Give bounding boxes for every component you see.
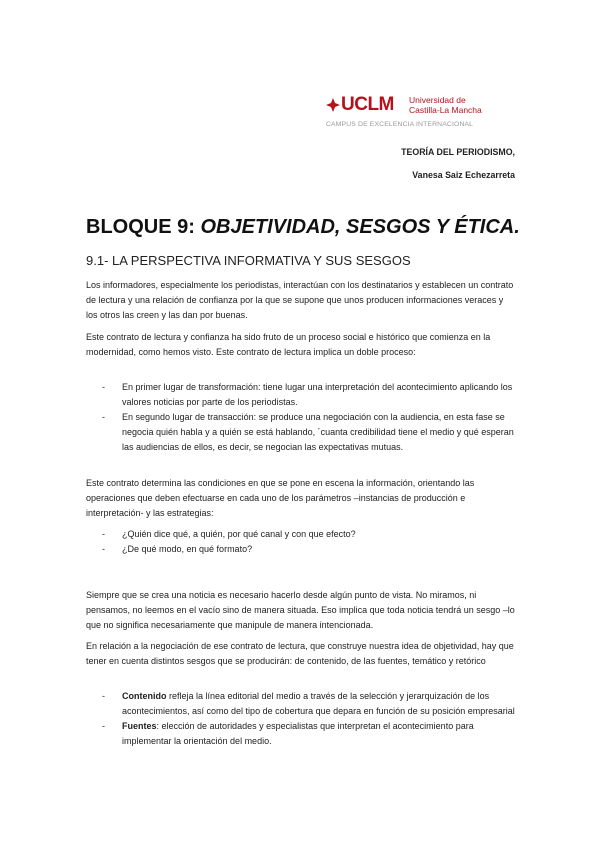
author-name: Vanesa Saiz Echezarreta [412, 170, 515, 180]
paragraph: En relación a la negociación de ese contrato de lectura, que construye nuestra idea de objetividad, hay que tener en cuenta distintos sesgos que se producirán: de contenido, de las fuentes, temático y retórico [86, 641, 514, 666]
section-heading: 9.1- LA PERSPECTIVA INFORMATIVA Y SUS SESGOS [86, 253, 411, 268]
paragraph: Este contrato determina las condiciones en que se pone en escena la información, orientando las operaciones que deben efectuarse en cada uno de los parámetros –instancias de producción e interpretación- y las estrategias: [86, 478, 475, 518]
list-item: - En primer lugar de transformación: tiene lugar una interpretación del acontecimiento aplicando los valores noticias por parte de los periodistas. [86, 380, 516, 410]
logo-university-name: Universidad de Castilla-La Mancha [409, 95, 482, 115]
paragraph: Este contrato de lectura y confianza ha sido fruto de un proceso social e histórico que comienza en la modernidad, como hemos visto. Este contrato de lectura implica un doble proceso: [86, 332, 491, 357]
list-item: - ¿De qué modo, en qué formato? [86, 542, 516, 557]
course-name: TEORÍA DEL PERIODISMO, [401, 147, 515, 157]
paragraph: Siempre que se crea una noticia es necesario hacerlo desde algún punto de vista. No miramos, ni pensamos, no leemos en el vacío sino de manera situada. Eso implica que toda noticia tendrá un sesgo –lo que no significa necesariamente que manipule de manera intencionada. [86, 590, 515, 630]
paragraph: Los informadores, especialmente los periodistas, interactúan con los destinatarios y establecen un contrato de lectura y una relación de confianza por la que se supone que unos producen informaciones veraces y los otros las creen y las dan por buenas. [86, 280, 514, 320]
logo-wordmark: UCLM [341, 94, 394, 115]
university-logo [326, 93, 516, 133]
logo-campus-tagline: CAMPUS DE EXCELENCIA INTERNACIONAL [326, 121, 474, 128]
uclm-logo-mark-icon [326, 98, 340, 112]
bias-list [86, 689, 516, 749]
strategy-list [86, 527, 516, 557]
list-item: - Contenido refleja la línea editorial del medio a través de la selección y jerarquización de los acontecimientos, así como del tipo de cobertura que depara en función de su posición empresarial [86, 689, 516, 719]
list-item: - ¿Quién dice qué, a quién, por qué canal y con que efecto? [86, 527, 516, 542]
list-item: - Fuentes: elección de autoridades y especialistas que interpretan el acontecimiento para implementar la orientación del medio. [86, 719, 516, 749]
page-title: BLOQUE 9: OBJETIVIDAD, SESGOS Y ÉTICA. [86, 216, 520, 238]
process-list [86, 380, 516, 455]
list-item: - En segundo lugar de transacción: se produce una negociación con la audiencia, en esta fase se negocia quién habla y a quién se está hablando, ´cuanta credibilidad tiene el medio y qué esperan las audiencias de ellos, es decir, se negocian las expectativas mutuas. [86, 410, 516, 455]
